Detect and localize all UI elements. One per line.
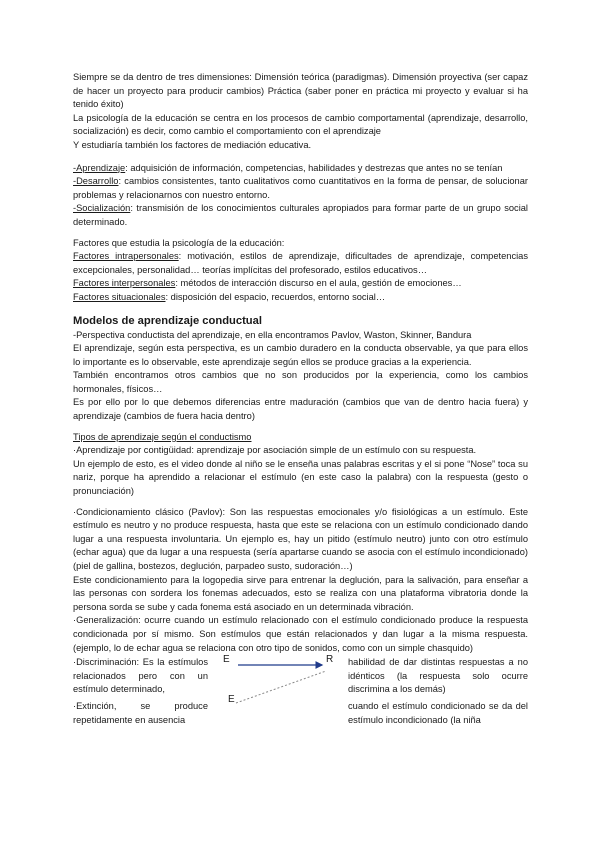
discrimination-extinction-block xyxy=(73,656,528,726)
logopedia-paragraph: Este condicionamiento para la logopedia sirve para entrenar la deglución, para la salivación, para enseñar a las personas con sordera los fonemas adecuados, esto se realiza con una plataforma vibratoria donde la persona sorda se sube y cada fonema está asociado en un determinada vibración. xyxy=(73,574,528,612)
extincion-left: ·Extinción, se produce repetidamente en ausencia xyxy=(73,700,208,725)
conductual-paragraph-3: También encontramos otros cambios que no son producidos por la experiencia, como los cambios hormonales, físicos… xyxy=(73,370,528,394)
diagram-label-r: R xyxy=(326,654,334,666)
definition-term: -Aprendizaje xyxy=(73,162,126,173)
section-title: Modelos de aprendizaje conductual xyxy=(73,314,262,327)
right-column xyxy=(348,656,528,727)
contiguidad-paragraph-1: ·Aprendizaje por contigüidad: aprendizaje por asociación simple de un estímulo con su respuesta. xyxy=(73,445,477,456)
generalizacion-paragraph: ·Generalización: ocurre cuando un estímulo relacionado con el estímulo condicionado produce la respuesta condicionada por sí mismo. Son estímulos que están relacionados y dan lugar a la misma respuesta. (ejemplo, lo de echar agua se relaciona con otro tipo de sonidos, como con un simple chasquido) xyxy=(73,615,528,653)
diagram-label-e2: E xyxy=(228,694,235,706)
conductual-paragraph-1: -Perspectiva conductista del aprendizaje, en ella encontramos Pavlov, Waston, Skinner, Bandura xyxy=(73,329,472,340)
factor-situacionales: Factores situacionales: disposición del espacio, recuerdos, entorno social… xyxy=(73,291,386,302)
factor-interpersonales: Factores interpersonales: métodos de interacción discurso en el aula, gestión de emociones… xyxy=(73,278,462,289)
factor-intrapersonales: Factores intrapersonales: motivación, estilos de aprendizaje, dificultades de aprendizaje, competencias excepcionales, personalidad… teorías implícitas del profesorado, estilos educativos… xyxy=(73,251,528,275)
conductual-paragraph-4: Es por ello por lo que debemos diferencias entre maduración (cambios que van de dentro hacia fuera) y aprendizaje (cambios de fuera hacia dentro) xyxy=(73,397,528,422)
intro-paragraph-3: Y estudiaría también los factores de mediación educativa. xyxy=(73,139,312,150)
document-page xyxy=(73,71,528,726)
tipos-heading: Tipos de aprendizaje según el conductismo xyxy=(73,431,252,442)
clasico-paragraph: ·Condicionamiento clásico (Pavlov): Son las respuestas emocionales y/o fisiológicas a un estímulo. Este estímulo es neutro y no produce respuesta, hasta que este se relaciona con un estímulo condicionado dando lugar a una respuesta involuntaria. Un ejemplo es, hay un pitido (estímulo neutro) junto con otro estímulo (echar agua) que da lugar a una respuesta (sería apartarse cuando se asocia con el estímulo incondicionado) (piel de gallina, bostezos, deglución, parpadeo susto, sudoración…) xyxy=(73,506,528,571)
definition-aprendizaje: -Aprendizaje: adquisición de información, competencias, habilidades y destrezas que antes no se tenían xyxy=(73,162,503,173)
extincion-right: cuando el estímulo condicionado se da del estímulo incondicionado (la niña xyxy=(348,700,528,725)
factor-term: Factores situacionales xyxy=(73,291,166,302)
definition-desarrollo: -Desarrollo: cambios consistentes, tanto cualitativos como cuantitativos en la forma de pensar, de solucionar problemas y relacionarnos con nuestro entorno. xyxy=(73,176,528,200)
factor-term: Factores intrapersonales xyxy=(73,251,179,262)
discriminacion-left: ·Discriminación: Es la estímulos relacionados pero con un estímulo determinado, xyxy=(73,657,208,695)
definition-term: -Socialización xyxy=(73,203,131,214)
intro-paragraph-2: La psicología de la educación se centra en los procesos de cambio comportamental (aprendizaje, desarrollo, socialización) es decir, como cambio el comportamiento con el aprendizaje xyxy=(73,112,528,137)
intro-paragraph-1: Siempre se da dentro de tres dimensiones: Dimensión teórica (paradigmas). Dimensión proyectiva (ser capaz de hacer un proyecto para producir cambios) Práctica (saber poner en práctica mi proyecto y evaluar si ha tenido éxito) xyxy=(73,72,528,110)
conductual-paragraph-2: El aprendizaje, según esta perspectiva, es un cambio duradero en la conducta observable, ya que para ellos lo importante es lo observable, este aprendizaje según ellos se produce gracias a la experiencia. xyxy=(73,343,528,367)
arrow-e2-to-r xyxy=(236,671,326,703)
factor-term: Factores interpersonales xyxy=(73,278,176,289)
diagram-label-e: E xyxy=(223,654,230,666)
definition-socializacion: -Socialización: transmisión de los conocimientos culturales apropiados para formar parte de un grupo social determinado. xyxy=(73,203,528,227)
definition-term: -Desarrollo xyxy=(73,176,119,187)
left-column xyxy=(73,656,208,727)
factors-heading: Factores que estudia la psicología de la educación: xyxy=(73,237,285,248)
contiguidad-paragraph-2: Un ejemplo de esto, es el video donde al niño se le enseña unas palabras escritas y el si pone “Nose” toca su nariz, porque ha aprendido a relacionar el estímulo (en este caso la palabra) con la respuesta (gesto o pronunciación) xyxy=(73,458,528,497)
diagram-arrows xyxy=(218,653,343,723)
discriminacion-right: habilidad de dar distintas respuestas a no idénticos (la respuesta solo ocurre discrimina a los demás) xyxy=(348,657,528,695)
stimulus-response-diagram xyxy=(218,653,343,723)
